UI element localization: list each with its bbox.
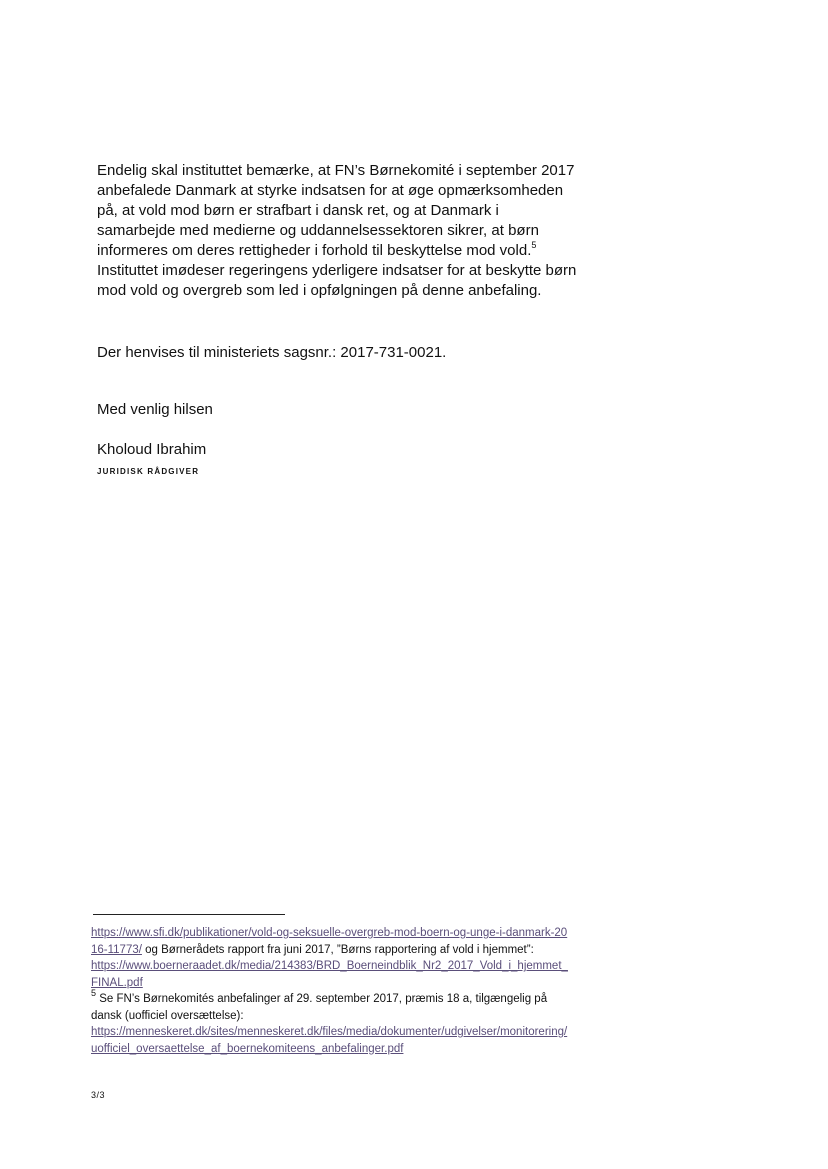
body-paragraph <box>97 161 577 301</box>
paragraph-text-continued: Instituttet imødeser regeringens yderligere indsatser for at beskytte børn mod vold og overgreb som led i opfølgningen på denne anbefaling. <box>97 262 577 299</box>
page-number: 3/3 <box>91 1090 106 1100</box>
footnote-link-boerneraadet[interactable]: https://www.boerneraadet.dk/media/214383/BRD_Boerneindblik_Nr2_2017_Vold_i_hjemmet_FINAL.pdf <box>91 960 568 989</box>
signer-name: Kholoud Ibrahim <box>97 441 207 458</box>
signer-title: JURIDISK RÅDGIVER <box>97 467 200 476</box>
footnote-text: Se FN’s Børnekomités anbefalinger af 29. september 2017, præmis 18 a, tilgængelig på dansk (uofficiel oversættelse): <box>91 993 548 1022</box>
paragraph-text: Endelig skal instituttet bemærke, at FN’s Børnekomité i september 2017 anbefalede Danmark at styrke indsatsen for at øge opmærksomheden på, at vold mod børn er strafbart i dansk ret, og at Danmark i samarbejde med medierne og uddannelsessektoren sikrer, at børn informeres om deres rettigheder i forhold til beskyttelse mod vold. <box>97 162 575 259</box>
footnote-5 <box>91 988 571 1057</box>
footnote-4 <box>91 925 571 991</box>
footnote-separator <box>93 914 285 915</box>
closing-salutation: Med venlig hilsen <box>97 401 213 418</box>
footnote-ref-5[interactable]: 5 <box>531 240 537 250</box>
case-reference: Der henvises til ministeriets sagsnr.: 2017-731-0021. <box>97 344 447 361</box>
footnotes <box>91 925 571 1057</box>
footnote-link-menneskeret[interactable]: https://menneskeret.dk/sites/menneskeret.dk/files/media/dokumenter/udgivelser/monitorering/uofficiel_oversaettelse_af_boernekomiteens_anbefalinger.pdf <box>91 1026 568 1055</box>
footnote-link-sfi[interactable]: https://www.sfi.dk/publikationer/vold-og-seksuelle-overgreb-mod-boern-og-unge-i-danmark-2016-11773/ <box>91 927 568 956</box>
footnote-text: og Børnerådets rapport fra juni 2017, ”Børns rapportering af vold i hjemmet”: <box>141 943 534 956</box>
footnote-number: 5 <box>91 988 97 999</box>
